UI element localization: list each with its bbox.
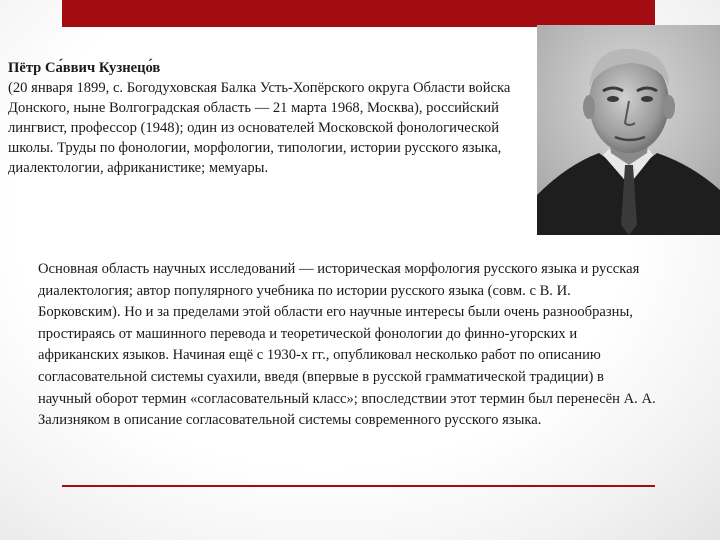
portrait-image: [537, 25, 720, 235]
biography-text: (20 января 1899, с. Богодуховская Балка Усть-Хопёрского округа Области войска Донского, ныне Волгоградская область — 21 марта 1968, Москва), российский лингвист, профессор (1948); один из основателей Московской фонологической школы. Труды по фонологии, морфологии, типологии, истории русского языка, диалектологии, африканистике; мемуары.: [8, 80, 511, 176]
main-paragraph: Основная область научных исследований — историческая морфология русского языка и русская диалектология; автор популярного учебника по истории русского языка (совм. с В. И. Борковским). Но и за пределами этой области его научные интересы были очень разнообразны, простираясь от машинного перевода и теоретической фонологии до финно-угорских и африканских языков. Начиная ещё с 1930-х гг., опубликовал несколько работ по описанию согласовательной системы суахили, введя (впервые в русской грамматической традиции) в научный оборот термин «согласовательный класс»; впоследствии этот термин был перенесён А. А. Зализняком в описание согласовательной системы современного русского языка.: [38, 261, 656, 429]
portrait-photo: [537, 25, 720, 235]
bottom-divider: [62, 485, 655, 487]
biography-block: [8, 58, 528, 178]
top-accent-bar: [62, 0, 655, 27]
person-name: Пётр Са́ввич Кузнецо́в: [8, 60, 161, 76]
